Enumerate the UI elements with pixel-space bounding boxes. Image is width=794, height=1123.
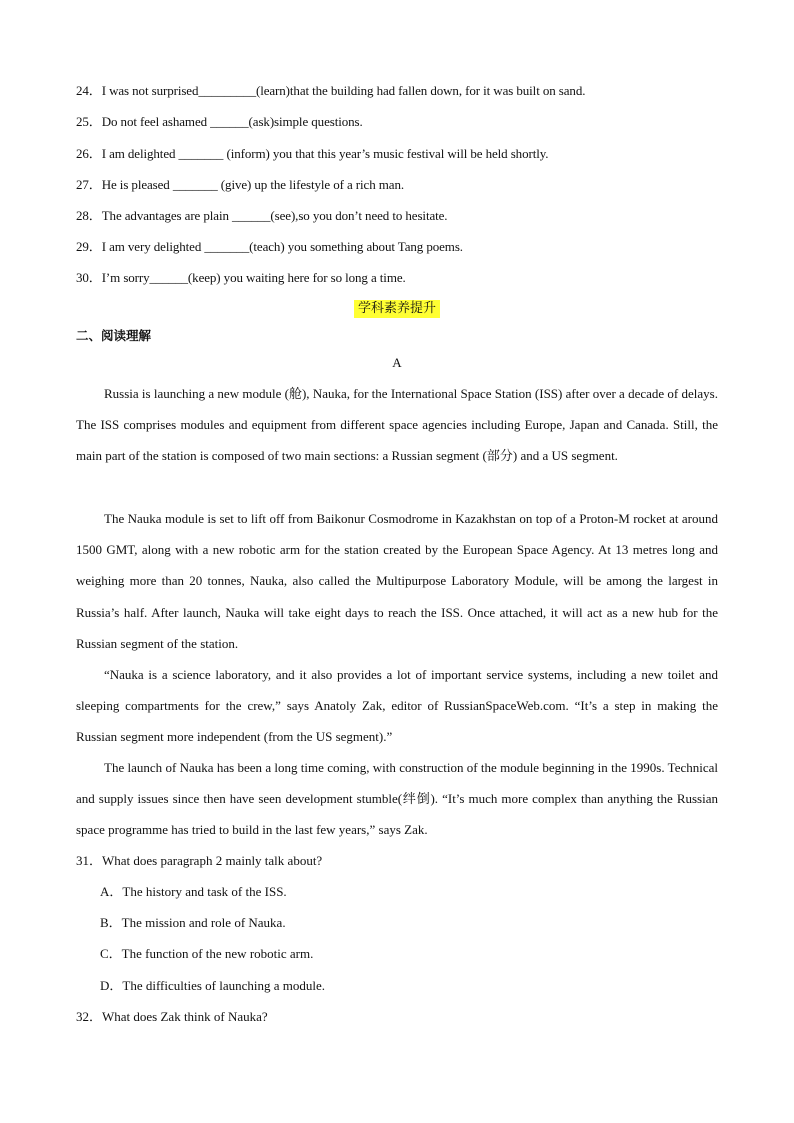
question-28: 28．The advantages are plain ______(see),so you don’t need to hesitate. <box>76 208 448 223</box>
paragraph-2: The Nauka module is set to lift off from Baikonur Cosmodrome in Kazakhstan on top of a Proton-M rocket at around 1500 GMT, along with a new robotic arm for the station created by the European Space Agency. At 13 metres long and weighing more than 20 tonnes, Nauka, also called the Multipurpose Laboratory Module, will be among the largest in Russia’s half. After launch, Nauka will take eight days to reach the ISS. Once attached, it will act as a new hub for the Russian segment of the station. <box>76 511 718 651</box>
question-31-option-b: B．The mission and role of Nauka. <box>100 915 286 930</box>
highlight-heading: 学科素养提升 <box>354 300 440 318</box>
paragraph-3: “Nauka is a science laboratory, and it also provides a lot of important service systems, including a new toilet and sleeping compartments for the crew,” says Anatoly Zak, editor of RussianSpaceWeb.com. “It’s a step in making the Russian segment more independent (from the US segment).” <box>76 667 718 745</box>
question-31-stem: 31．What does paragraph 2 mainly talk about? <box>76 853 323 868</box>
question-25: 25．Do not feel ashamed ______(ask)simple questions. <box>76 114 363 129</box>
question-24: 24．I was not surprised_________(learn)that the building had fallen down, for it was built on sand. <box>76 83 586 98</box>
question-32-stem: 32．What does Zak think of Nauka? <box>76 1009 268 1024</box>
question-31-option-a: A．The history and task of the ISS. <box>100 884 287 899</box>
question-31-option-c: C．The function of the new robotic arm. <box>100 946 314 961</box>
paragraph-4: The launch of Nauka has been a long time coming, with construction of the module beginning in the 1990s. Technical and supply issues since then have seen development stumble(绊倒). “It’s much more complex than anything the Russian space programme has tried to build in the last few years,” says Zak. <box>76 760 718 838</box>
paragraph-1: Russia is launching a new module (舱), Nauka, for the International Space Station (ISS) after over a decade of delays. The ISS comprises modules and equipment from different space agencies including Europe, Japan and Canada. Still, the main part of the station is composed of two main sections: a Russian segment (部分) and a US segment. <box>76 386 718 464</box>
question-27: 27．He is pleased _______ (give) up the lifestyle of a rich man. <box>76 177 404 192</box>
highlight-heading-row <box>0 300 794 318</box>
question-30: 30．I’m sorry______(keep) you waiting here for so long a time. <box>76 270 406 285</box>
section-title: 二、阅读理解 <box>76 328 152 343</box>
question-26: 26．I am delighted _______ (inform) you that this year’s music festival will be held shortly. <box>76 146 549 161</box>
question-29: 29．I am very delighted _______(teach) you something about Tang poems. <box>76 239 463 254</box>
passage-label: A <box>392 355 402 370</box>
question-31-option-d: D．The difficulties of launching a module. <box>100 978 326 993</box>
